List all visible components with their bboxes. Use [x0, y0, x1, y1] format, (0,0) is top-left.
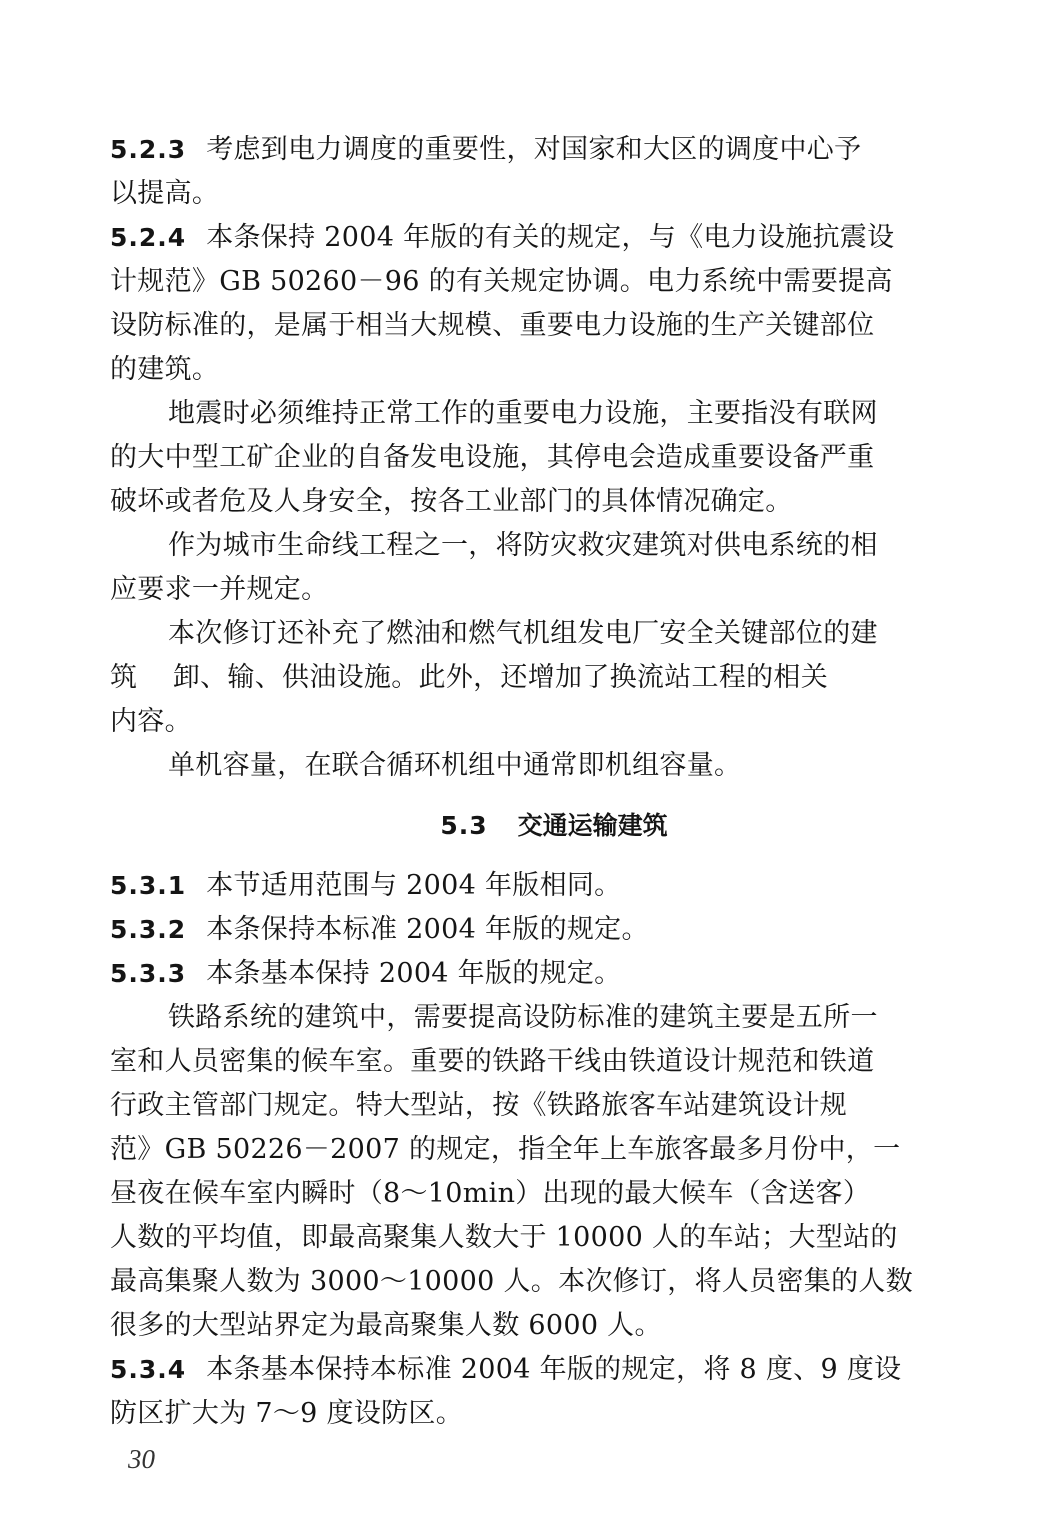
clause-5-3-4-line-2: 防区扩大为 7～9 度设防区。 [110, 1398, 464, 1429]
clause-number: 5.3.4 [110, 1355, 187, 1384]
paragraph-railway-line-4: 范》GB 50226－2007 的规定，指全年上车旅客最多月份中，一 [110, 1134, 901, 1165]
clause-number: 5.3.1 [110, 871, 187, 900]
paragraph-railway-line-2: 室和人员密集的候车室。重要的铁路干线由铁道设计规范和铁道 [110, 1046, 875, 1077]
clause-number: 5.3.3 [110, 959, 187, 988]
paragraph-earthquake-line-2: 的大中型工矿企业的自备发电设施，其停电会造成重要设备严重 [110, 442, 875, 473]
clause-text: 本条基本保持 2004 年版的规定。 [206, 958, 622, 989]
clause-text: 考虑到电力调度的重要性，对国家和大区的调度中心予 [206, 134, 862, 165]
paragraph-earthquake-line-1: 地震时必须维持正常工作的重要电力设施，主要指没有联网 [168, 398, 878, 429]
paragraph-lifeline-line-1: 作为城市生命线工程之一，将防灾救灾建筑对供电系统的相 [168, 530, 878, 561]
clause-text: 本条保持本标准 2004 年版的规定。 [206, 914, 649, 945]
paragraph-revision-line-3: 内容。 [110, 706, 192, 737]
paragraph-railway-line-8: 很多的大型站界定为最高聚集人数 6000 人。 [110, 1310, 662, 1341]
paragraph-railway-line-5: 昼夜在候车室内瞬时（8～10min）出现的最大候车（含送客） [110, 1178, 871, 1209]
paragraph-earthquake-line-3: 破坏或者危及人身安全，按各工业部门的具体情况确定。 [110, 486, 793, 517]
paragraph-railway-line-7: 最高集聚人数为 3000～10000 人。本次修订，将人员密集的人数 [110, 1266, 913, 1297]
clause-5-3-4-line-1 [110, 1348, 962, 1392]
clause-text: 本节适用范围与 2004 年版相同。 [206, 870, 622, 901]
paragraph-railway-line-6: 人数的平均值，即最高聚集人数大于 10000 人的车站；大型站的 [110, 1222, 898, 1253]
section-number: 5.3 [440, 811, 488, 840]
clause-5-2-4-line-2: 计规范》GB 50260－96 的有关规定协调。电力系统中需要提高 [110, 266, 893, 297]
clause-5-2-3-line-1 [110, 128, 962, 172]
clause-5-2-3-line-2: 以提高。 [110, 178, 220, 209]
clause-5-2-4-line-4: 的建筑。 [110, 354, 220, 385]
section-heading-5-3 [110, 804, 962, 848]
clause-number: 5.2.4 [110, 223, 187, 252]
clause-5-3-1 [110, 864, 962, 908]
paragraph-revision-line-2: 筑 卸、输、供油设施。此外，还增加了换流站工程的相关 [110, 662, 829, 693]
paragraph-railway-line-3: 行政主管部门规定。特大型站，按《铁路旅客车站建筑设计规 [110, 1090, 848, 1121]
clause-5-2-4-line-3: 设防标准的，是属于相当大规模、重要电力设施的生产关键部位 [110, 310, 875, 341]
page-number: 30 [128, 1444, 155, 1474]
clause-5-3-2 [110, 908, 962, 952]
section-title-text: 交通运输建筑 [517, 811, 668, 840]
clause-5-3-3 [110, 952, 962, 996]
clause-text: 本条基本保持本标准 2004 年版的规定，将 8 度、9 度设 [206, 1354, 902, 1385]
paragraph-lifeline-line-2: 应要求一并规定。 [110, 574, 329, 605]
paragraph-railway-line-1: 铁路系统的建筑中，需要提高设防标准的建筑主要是五所一 [168, 1002, 878, 1033]
clause-text: 本条保持 2004 年版的有关的规定，与《电力设施抗震设 [206, 222, 895, 253]
paragraph-unit-capacity: 单机容量，在联合循环机组中通常即机组容量。 [168, 750, 742, 781]
paragraph-revision-line-1: 本次修订还补充了燃油和燃气机组发电厂安全关键部位的建 [168, 618, 878, 649]
clause-number: 5.3.2 [110, 915, 187, 944]
clause-5-2-4-line-1 [110, 216, 962, 260]
clause-number: 5.2.3 [110, 135, 187, 164]
document-body [110, 128, 962, 1436]
